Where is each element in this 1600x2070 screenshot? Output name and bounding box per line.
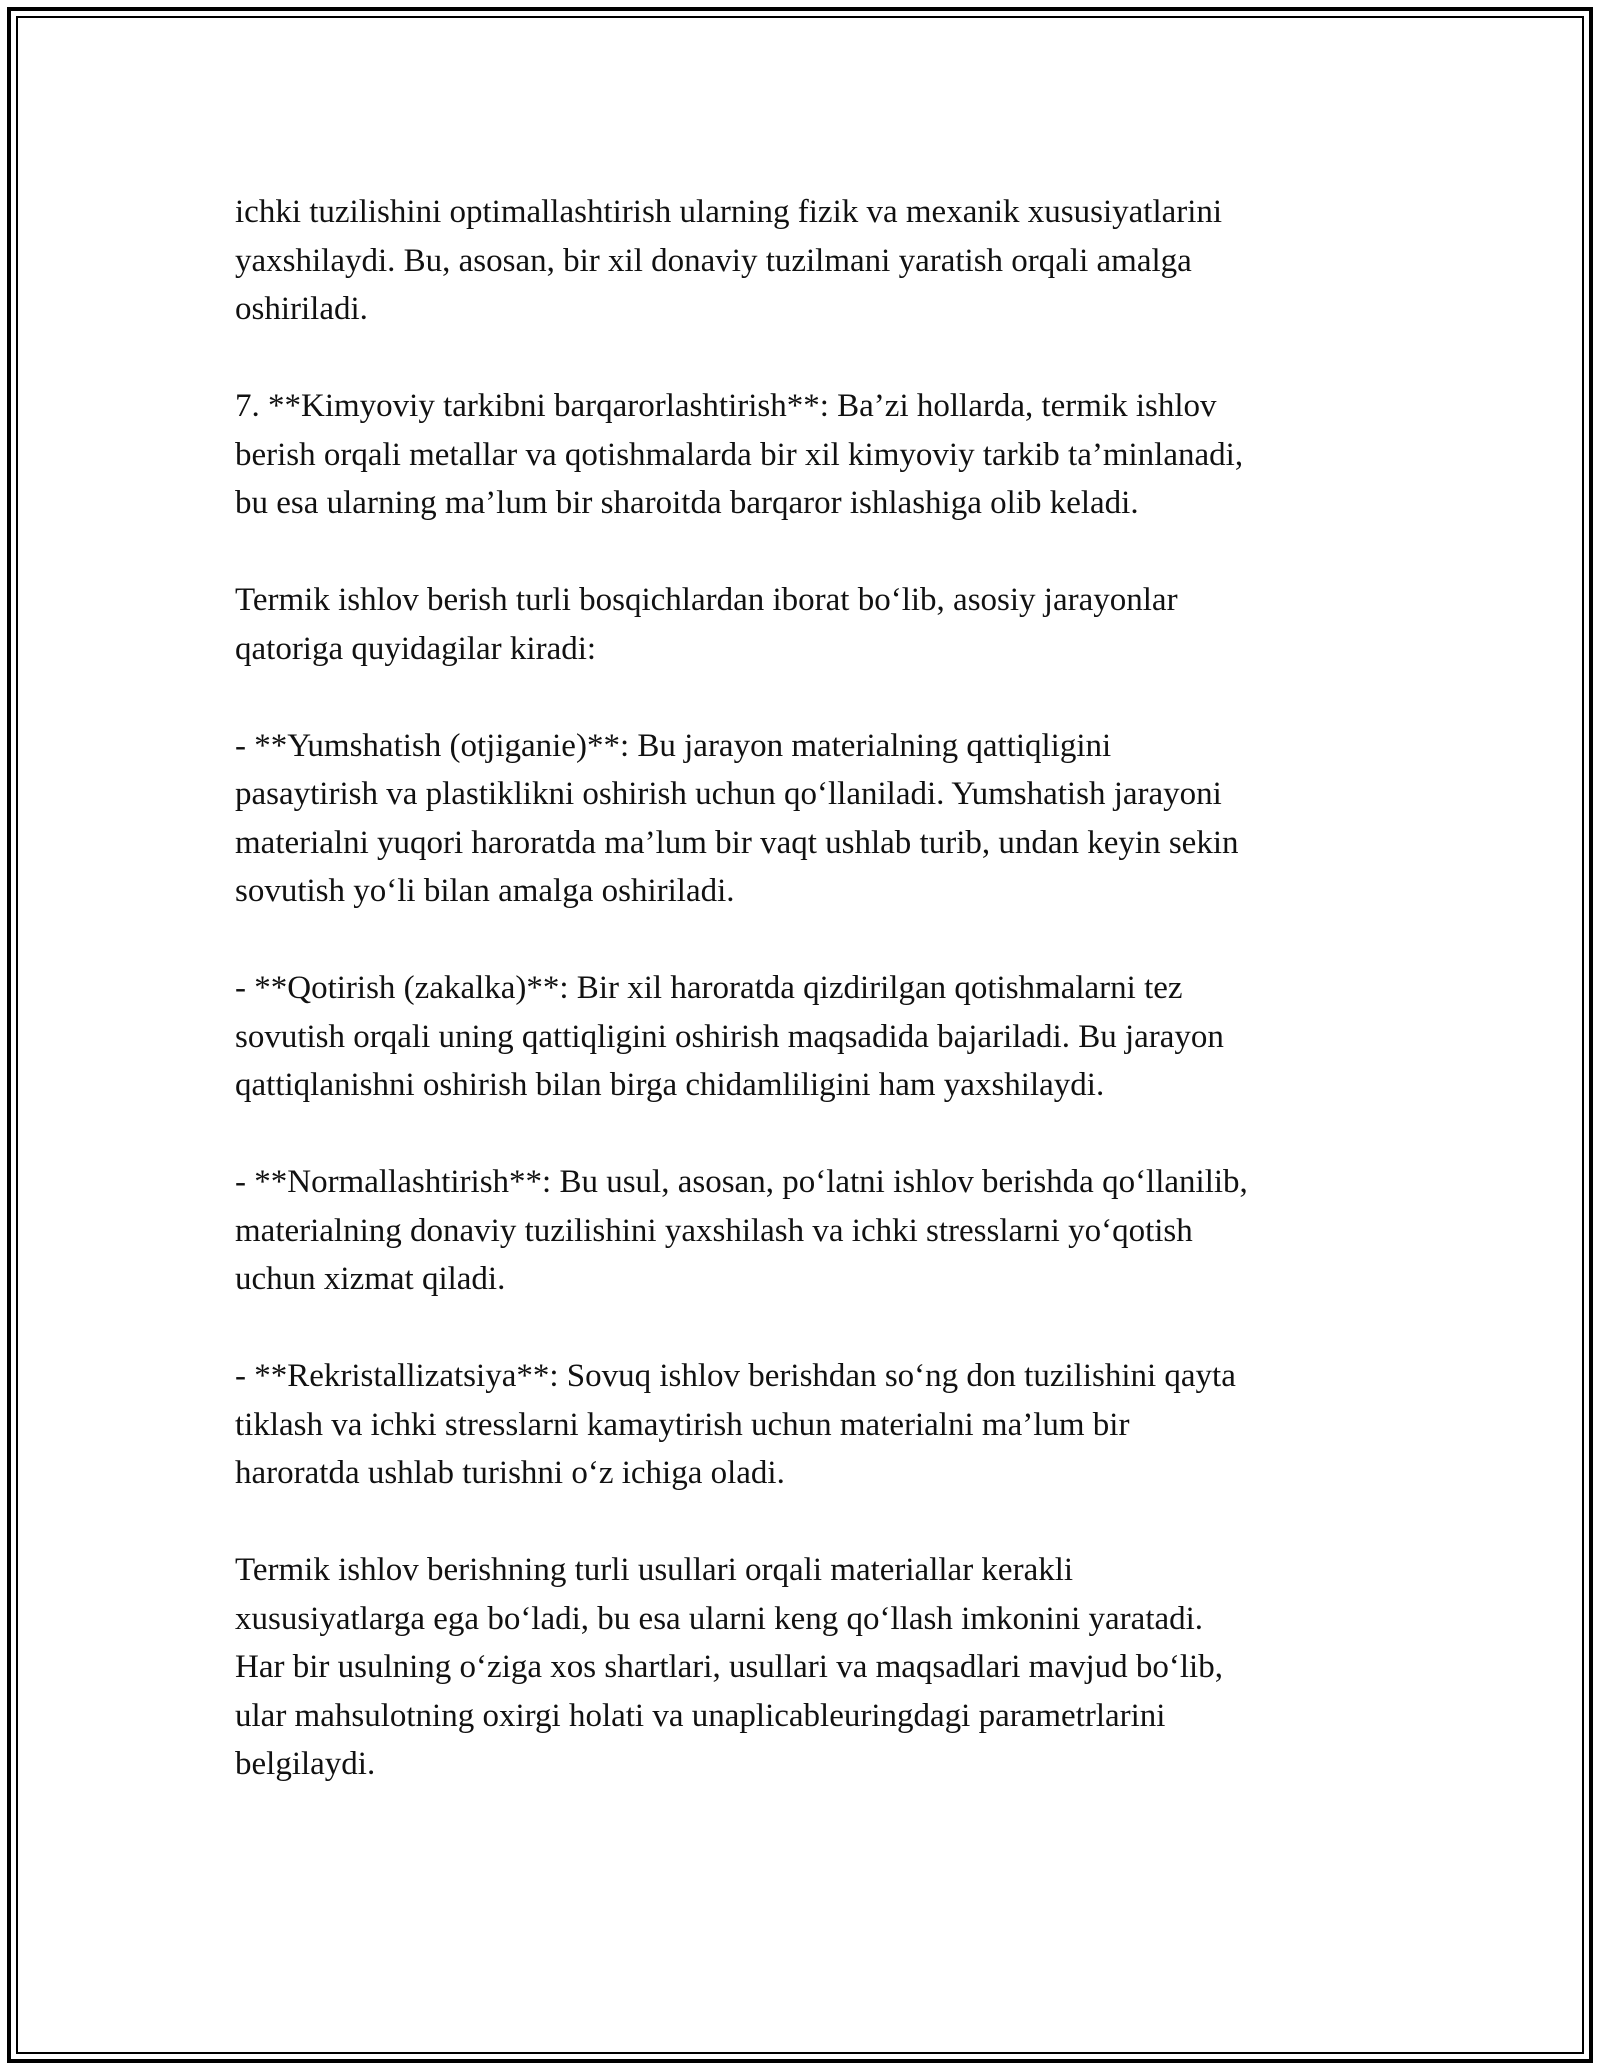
- paragraph-stages-intro: Termik ishlov berish turli bosqichlardan iborat bo‘lib, asosiy jarayonlar qatoriga quyidagilar kiradi:: [235, 582, 1178, 667]
- paragraph-structure-optimization: ichki tuzilishini optimallashtirish ularning fizik va mexanik xususiyatlarini yaxshilaydi. Bu, asosan, bir xil donaviy tuzilmani yaratish orqali amalga oshiriladi.: [235, 194, 1223, 327]
- paragraph-chemical-stabilization: 7. **Kimyoviy tarkibni barqarorlashtirish**: Ba’zi hollarda, termik ishlov berish orqali metallar va qotishmalarda bir xil kimyoviy tarkib ta’minlanadi, bu esa ularning ma’lum bir sharoitda barqaror ishlashiga olib keladi.: [235, 388, 1244, 521]
- paragraph-conclusion: Termik ishlov berishning turli usullari orqali materiallar kerakli xususiyatlarga ega bo‘ladi, bu esa ularni keng qo‘llash imkonini yaratadi. Har bir usulning o‘ziga xos shartlari, usullari va maqsadlari mavjud bo‘lib, ular mahsulotning oxirgi holati va unaplicableuringdagi parametrlarini belgilaydi.: [235, 1552, 1223, 1782]
- list-item-hardening: - **Qotirish (zakalka)**: Bir xil haroratda qizdirilgan qotishmalarni tez sovutish orqali uning qattiqligini oshirish maqsadida bajariladi. Bu jarayon qattiqlanishni oshirish bilan birga chidamliligini ham yaxshilaydi.: [235, 970, 1224, 1103]
- list-item-normalizing: - **Normallashtirish**: Bu usul, asosan, po‘latni ishlov berishda qo‘llanilib, materialning donaviy tuzilishini yaxshilash va ichki stresslarni yo‘qotish uchun xizmat qiladi.: [235, 1164, 1248, 1297]
- list-item-annealing: - **Yumshatish (otjiganie)**: Bu jarayon materialning qattiqligini pasaytirish va plastiklikni oshirish uchun qo‘llaniladi. Yumshatish jarayoni materialni yuqori haroratda ma’lum bir vaqt ushlab turib, undan keyin sekin sovutish yo‘li bilan amalga oshiriladi.: [235, 727, 1239, 909]
- document-body: [235, 188, 1375, 1789]
- list-item-recrystallization: - **Rekristallizatsiya**: Sovuq ishlov berishdan so‘ng don tuzilishini qayta tiklash va ichki stresslarni kamaytirish uchun materialni ma’lum bir haroratda ushlab turishni o‘z ichiga oladi.: [235, 1358, 1236, 1491]
